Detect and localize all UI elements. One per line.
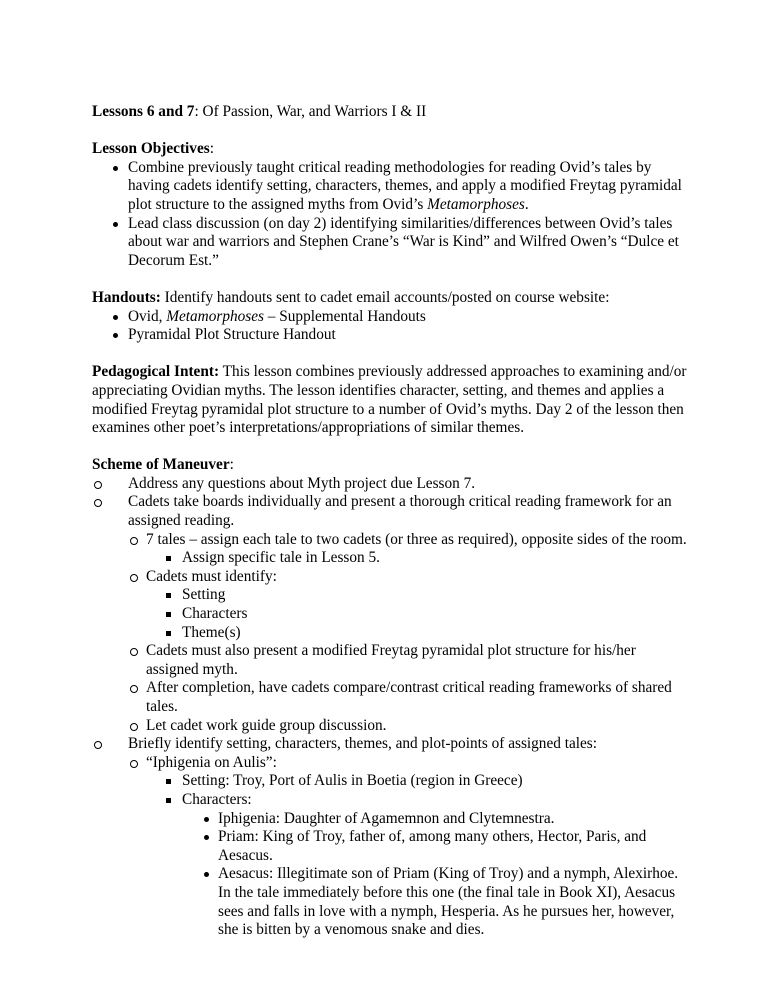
lesson-title <box>92 103 692 122</box>
square-bullet-icon <box>166 631 171 636</box>
bullet-icon <box>113 315 118 320</box>
square-bullet-icon <box>166 556 171 561</box>
item-text: Let cadet work guide group discussion. <box>146 716 387 734</box>
objectives-label: Lesson Objectives <box>92 140 210 158</box>
list-item <box>92 865 692 939</box>
list-item <box>92 717 692 736</box>
circle-bullet-icon <box>94 741 102 749</box>
maneuver-list <box>92 475 692 940</box>
list-item <box>92 308 692 327</box>
item-text: Setting: Troy, Port of Aulis in Boetia (region in Greece) <box>182 772 523 790</box>
list-item <box>92 772 692 791</box>
handouts-section <box>92 289 692 345</box>
circle-bullet-icon <box>130 574 138 582</box>
handouts-heading <box>92 289 692 308</box>
circle-bullet-icon <box>94 499 102 507</box>
bullet-icon <box>113 166 118 171</box>
list-item <box>92 326 692 345</box>
list-item <box>92 624 692 643</box>
item-text: Ovid, <box>128 307 167 325</box>
intent-label: Pedagogical Intent: <box>92 363 220 381</box>
handouts-text: Identify handouts sent to cadet email accounts/posted on course website: <box>160 288 610 306</box>
list-item <box>92 828 692 865</box>
bullet-icon <box>204 835 209 840</box>
bullet-icon <box>204 817 209 822</box>
item-text: Theme(s) <box>182 623 241 641</box>
list-item <box>92 531 692 550</box>
item-text: Cadets take boards individually and present a thorough critical reading framework for an assigned reading. <box>128 493 672 530</box>
square-bullet-icon <box>166 798 171 803</box>
list-item <box>92 159 692 215</box>
list-item <box>92 679 692 716</box>
item-text: Aesacus: Illegitimate son of Priam (King of Troy) and a nymph, Alexirhoe. In the tale immediately before this one (the final tale in Book XI), Aesacus sees and falls in love with a nymph, Hesperia. As he pursues her, however, she is bitten by a venomous snake and dies. <box>218 865 679 939</box>
item-text: Characters: <box>182 790 252 808</box>
circle-bullet-icon <box>94 481 102 489</box>
item-text: Setting <box>182 586 226 604</box>
list-item <box>92 754 692 773</box>
objectives-list <box>92 159 692 271</box>
circle-bullet-icon <box>130 537 138 545</box>
book-title: Metamorphoses <box>427 195 525 213</box>
list-item <box>92 475 692 494</box>
item-text: 7 tales – assign each tale to two cadets (or three as required), opposite sides of the room. <box>146 530 687 548</box>
objectives-section <box>92 140 692 270</box>
circle-bullet-icon <box>130 760 138 768</box>
item-text: Characters <box>182 605 248 623</box>
item-text: Cadets must identify: <box>146 567 277 585</box>
list-item <box>92 605 692 624</box>
list-item <box>92 791 692 810</box>
square-bullet-icon <box>166 779 171 784</box>
maneuver-heading <box>92 456 692 475</box>
list-item <box>92 810 692 829</box>
item-text: Cadets must also present a modified Freytag pyramidal plot structure for his/her assigned myth. <box>146 642 636 678</box>
item-text: Iphigenia: Daughter of Agamemnon and Clytemnestra. <box>218 809 555 827</box>
intent-text: This lesson combines previously addressed approaches to examining and/or appreciating Ovidian myths. The lesson identifies character, setting, and themes and applies a modified Freytag pyramidal plot structure to a number of Ovid’s myths. Day 2 of the lesson then examines other poet’s interpretations/appropriations of similar themes. <box>92 363 687 437</box>
objectives-heading <box>92 140 692 159</box>
item-text: After completion, have cadets compare/contrast critical reading frameworks of shared tales. <box>146 679 672 715</box>
square-bullet-icon <box>166 612 171 617</box>
bullet-icon <box>113 222 118 227</box>
item-text: Combine previously taught critical reading methodologies for reading Ovid’s tales by having cadets identify setting, characters, themes, and apply a modified Freytag pyramidal plot structure to the assigned myths from Ovid’s <box>128 158 682 213</box>
list-item <box>92 215 692 271</box>
square-bullet-icon <box>166 593 171 598</box>
list-item <box>92 568 692 587</box>
list-item <box>92 642 692 679</box>
circle-bullet-icon <box>130 648 138 656</box>
item-text-end: – Supplemental Handouts <box>263 307 426 325</box>
item-text: Pyramidal Plot Structure Handout <box>128 326 336 344</box>
item-text: Address any questions about Myth project due Lesson 7. <box>128 474 476 492</box>
list-item <box>92 493 692 530</box>
maneuver-colon: : <box>229 456 234 474</box>
circle-bullet-icon <box>130 723 138 731</box>
item-text-end: . <box>524 195 529 213</box>
list-item <box>92 549 692 568</box>
list-item <box>92 586 692 605</box>
bullet-icon <box>204 872 209 877</box>
list-item <box>92 735 692 754</box>
item-text: “Iphigenia on Aulis”: <box>146 753 277 771</box>
pedagogical-intent <box>92 363 692 437</box>
handouts-label: Handouts: <box>92 288 161 306</box>
item-text: Priam: King of Troy, father of, among many others, Hector, Paris, and Aesacus. <box>218 828 647 864</box>
document-body <box>92 103 692 940</box>
maneuver-label: Scheme of Maneuver <box>92 456 230 474</box>
handouts-list <box>92 308 692 345</box>
circle-bullet-icon <box>130 685 138 693</box>
bullet-icon <box>113 333 118 338</box>
item-text: Lead class discussion (on day 2) identifying similarities/differences between Ovid’s tales about war and warriors and Stephen Crane’s “War is Kind” and Wilfred Owen’s “Dulce et Decorum Est.” <box>128 214 679 269</box>
item-text: Assign specific tale in Lesson 5. <box>182 549 380 567</box>
lesson-title-text: : Of Passion, War, and Warriors I & II <box>194 103 427 120</box>
objectives-colon: : <box>209 140 214 158</box>
maneuver-section <box>92 456 692 939</box>
book-title: Metamorphoses <box>166 307 264 325</box>
lesson-title-label: Lessons 6 and 7 <box>92 103 195 120</box>
item-text: Briefly identify setting, characters, themes, and plot-points of assigned tales: <box>128 735 597 753</box>
